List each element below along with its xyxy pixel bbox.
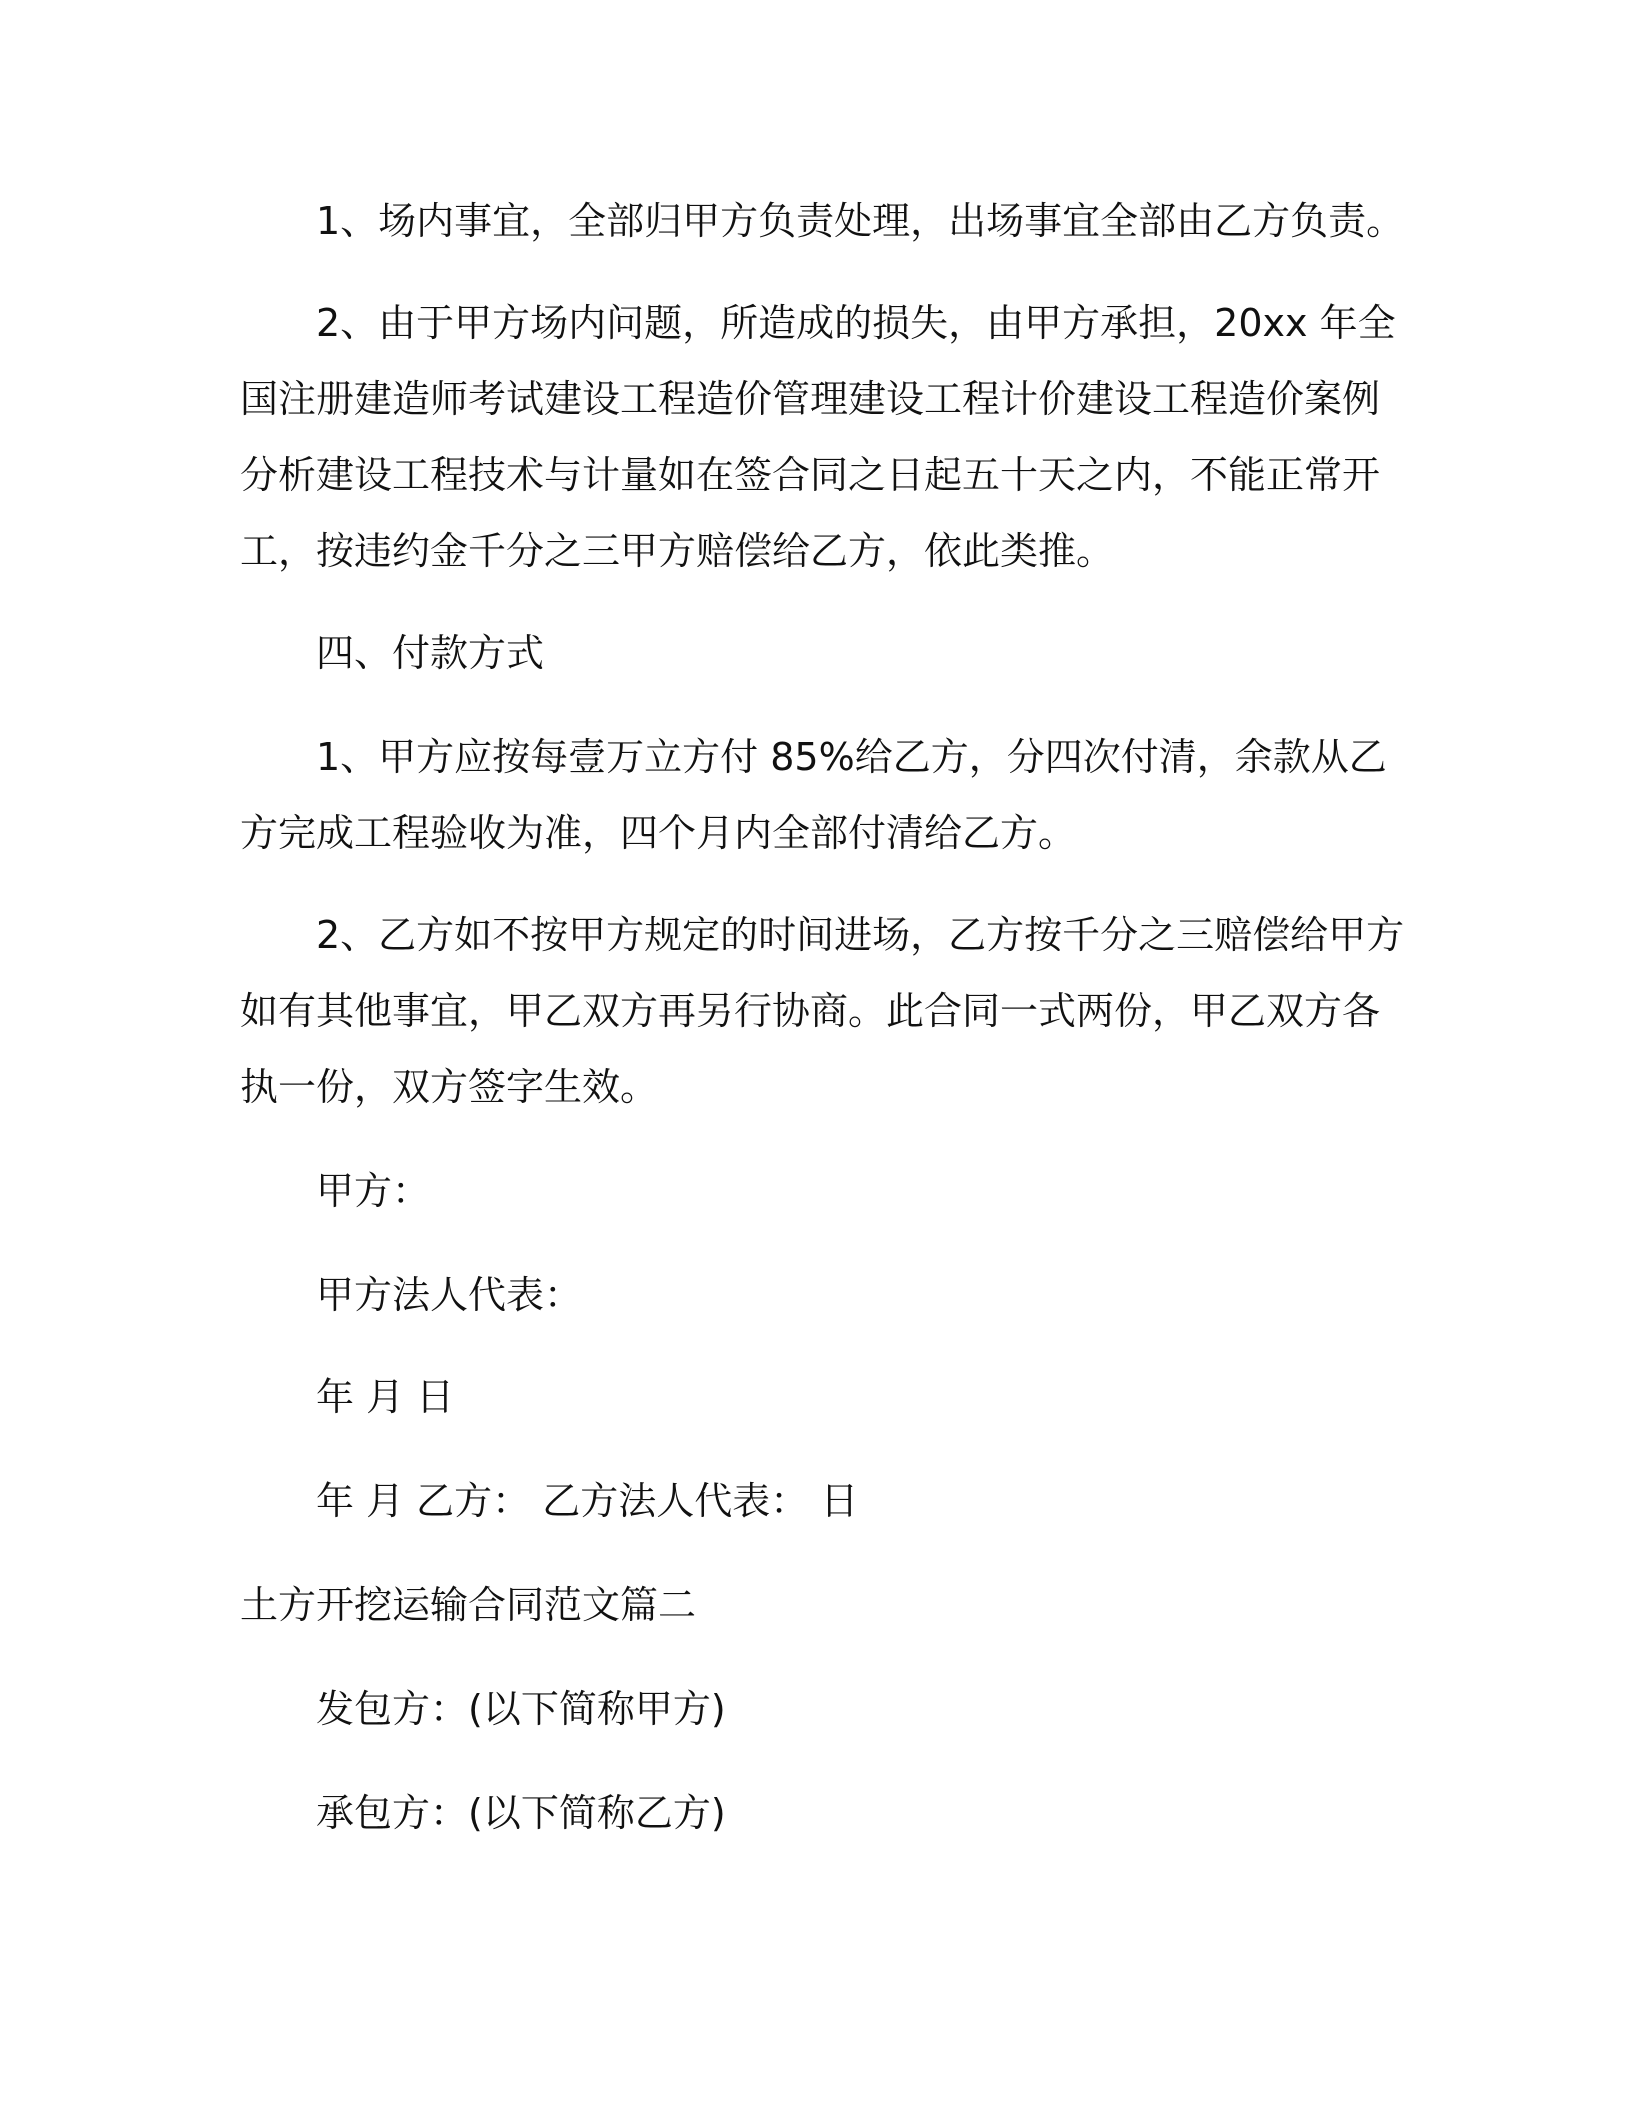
- employer-label: 发包方：(以下简称甲方): [316, 1687, 726, 1731]
- text-line-7: 1、甲方应按每壹万立方付 85%给乙方，分四次付清，余款从乙: [316, 735, 1387, 779]
- section-heading-payment: 四、付款方式: [316, 631, 545, 675]
- text-line-1: 1、场内事宜，全部归甲方负责处理，出场事宜全部由乙方负责。: [316, 199, 1405, 243]
- section-title-part-two: 土方开挖运输合同范文篇二: [240, 1583, 697, 1627]
- party-a-label: 甲方：: [316, 1169, 431, 1213]
- text-line-5: 工，按违约金千分之三甲方赔偿给乙方，依此类推。: [240, 529, 1115, 573]
- text-line-3: 国注册建造师考试建设工程造价管理建设工程计价建设工程造价案例: [240, 377, 1381, 421]
- party-a-representative-label: 甲方法人代表：: [316, 1273, 583, 1317]
- text-line-8: 方完成工程验收为准，四个月内全部付清给乙方。: [240, 811, 1077, 855]
- party-b-signature-line: 年 月 乙方： 乙方法人代表： 日: [316, 1479, 859, 1523]
- text-line-4: 分析建设工程技术与计量如在签合同之日起五十天之内，不能正常开: [240, 453, 1381, 497]
- text-line-2: 2、由于甲方场内问题，所造成的损失，由甲方承担，20xx 年全: [316, 301, 1396, 345]
- date-line-a: 年 月 日: [316, 1375, 455, 1419]
- text-line-10: 如有其他事宜，甲乙双方再另行协商。此合同一式两份，甲乙双方各: [240, 989, 1381, 1033]
- contractor-label: 承包方：(以下简称乙方): [316, 1791, 726, 1835]
- text-line-9: 2、乙方如不按甲方规定的时间进场，乙方按千分之三赔偿给甲方: [316, 913, 1405, 957]
- text-line-11: 执一份，双方签字生效。: [240, 1065, 659, 1109]
